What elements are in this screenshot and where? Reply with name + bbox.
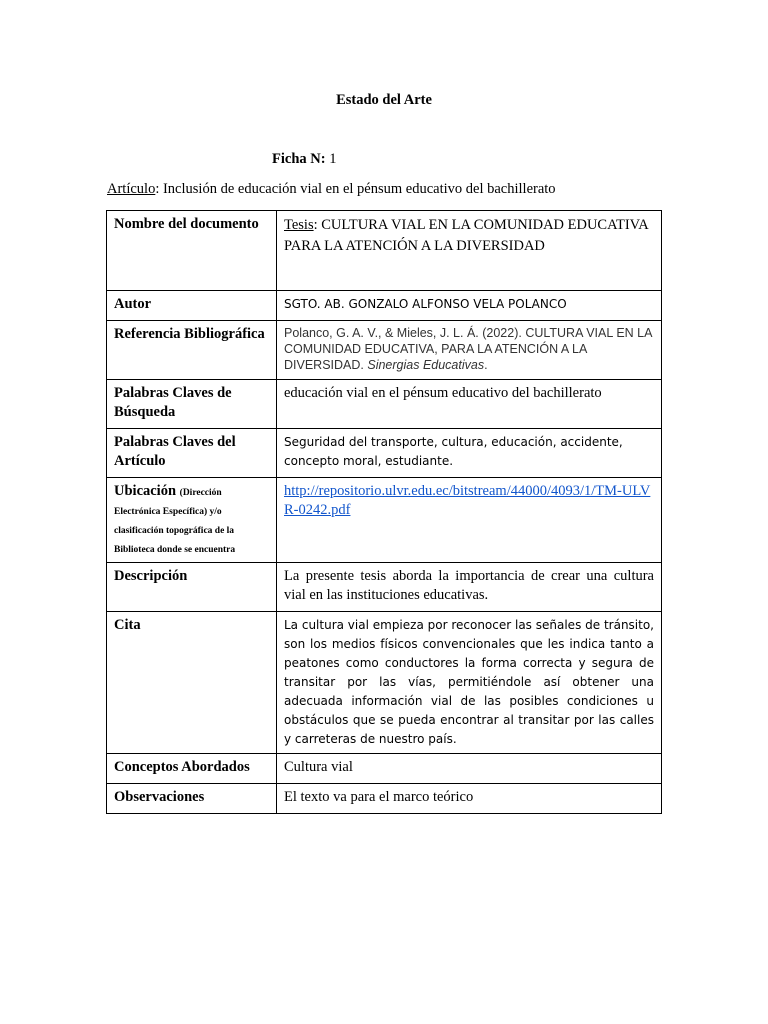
ubicacion-value-cell	[277, 478, 662, 563]
conceptos-value: Cultura vial	[277, 754, 662, 784]
articulo-line	[107, 181, 556, 198]
cita-value: La cultura vial empieza por reconocer las señales de tránsito, son los medios físicos convencionales que les indica tanto a peatones como conductores la forma correcta y segura de transitar por las vías, permitiéndole así obtener una adecuada información vial de las posibles condiciones u obstáculos que se pueda encontrar al transitar por las calles y carreteras de nuestro país.	[277, 612, 662, 754]
repository-link[interactable]: http://repositorio.ulvr.edu.ec/bitstream/44000/4093/1/TM-ULVR-0242.pdf	[284, 483, 651, 518]
referencia-label: Referencia Bibliográfica	[107, 321, 277, 380]
ubicacion-label: Ubicación	[114, 483, 177, 499]
referencia-journal: Sinergias Educativas	[367, 358, 485, 372]
palabras-busqueda-value: educación vial en el pénsum educativo del bachillerato	[277, 380, 662, 429]
referencia-value: Polanco, G. A. V., & Mieles, J. L. Á. (2022). CULTURA VIAL EN LA COMUNIDAD EDUCATIVA, PARA LA ATENCIÓN A LA DIVERSIDAD.	[284, 326, 652, 372]
referencia-end: .	[484, 358, 488, 372]
table-row-nombre	[107, 211, 662, 291]
table-row-conceptos	[107, 754, 662, 784]
descripcion-value: La presente tesis aborda la importancia de crear una cultura vial en las instituciones educativas.	[277, 563, 662, 612]
observaciones-label: Observaciones	[107, 784, 277, 814]
ficha-label: Ficha N:	[272, 151, 326, 167]
table-row-cita	[107, 612, 662, 754]
palabras-articulo-label: Palabras Claves del Artículo	[107, 429, 277, 478]
table-row-referencia	[107, 321, 662, 380]
autor-value: SGTO. AB. GONZALO ALFONSO VELA POLANCO	[277, 291, 662, 321]
table-row-palabras-busqueda	[107, 380, 662, 429]
autor-label: Autor	[107, 291, 277, 321]
conceptos-label: Conceptos Abordados	[107, 754, 277, 784]
ubicacion-note: (Dirección Electrónica Específica) y/o clasificación topográfica de la Biblioteca donde se encuentra	[114, 488, 236, 555]
observaciones-value: El texto va para el marco teórico	[277, 784, 662, 814]
ubicacion-cell	[107, 478, 277, 563]
table-row-descripcion	[107, 563, 662, 612]
descripcion-label: Descripción	[107, 563, 277, 612]
referencia-cell	[277, 321, 662, 380]
table-row-observaciones	[107, 784, 662, 814]
nombre-cell	[277, 211, 662, 291]
palabras-articulo-value: Seguridad del transporte, cultura, educación, accidente, concepto moral, estudiante.	[277, 429, 662, 478]
table-row-palabras-articulo	[107, 429, 662, 478]
nombre-prefix: Tesis	[284, 217, 314, 233]
articulo-text: : Inclusión de educación vial en el pénsum educativo del bachillerato	[155, 181, 556, 197]
ficha-table	[106, 210, 662, 814]
nombre-value: : CULTURA VIAL EN LA COMUNIDAD EDUCATIVA PARA LA ATENCIÓN A LA DIVERSIDAD	[284, 217, 648, 254]
ficha-number-line	[272, 151, 336, 168]
nombre-label: Nombre del documento	[107, 211, 277, 291]
page-title: Estado del Arte	[336, 92, 432, 108]
articulo-label: Artículo	[107, 181, 156, 197]
ficha-number: 1	[329, 151, 337, 167]
table-row-ubicacion	[107, 478, 662, 563]
cita-label: Cita	[107, 612, 277, 754]
palabras-busqueda-label: Palabras Claves de Búsqueda	[107, 380, 277, 429]
table-row-autor	[107, 291, 662, 321]
